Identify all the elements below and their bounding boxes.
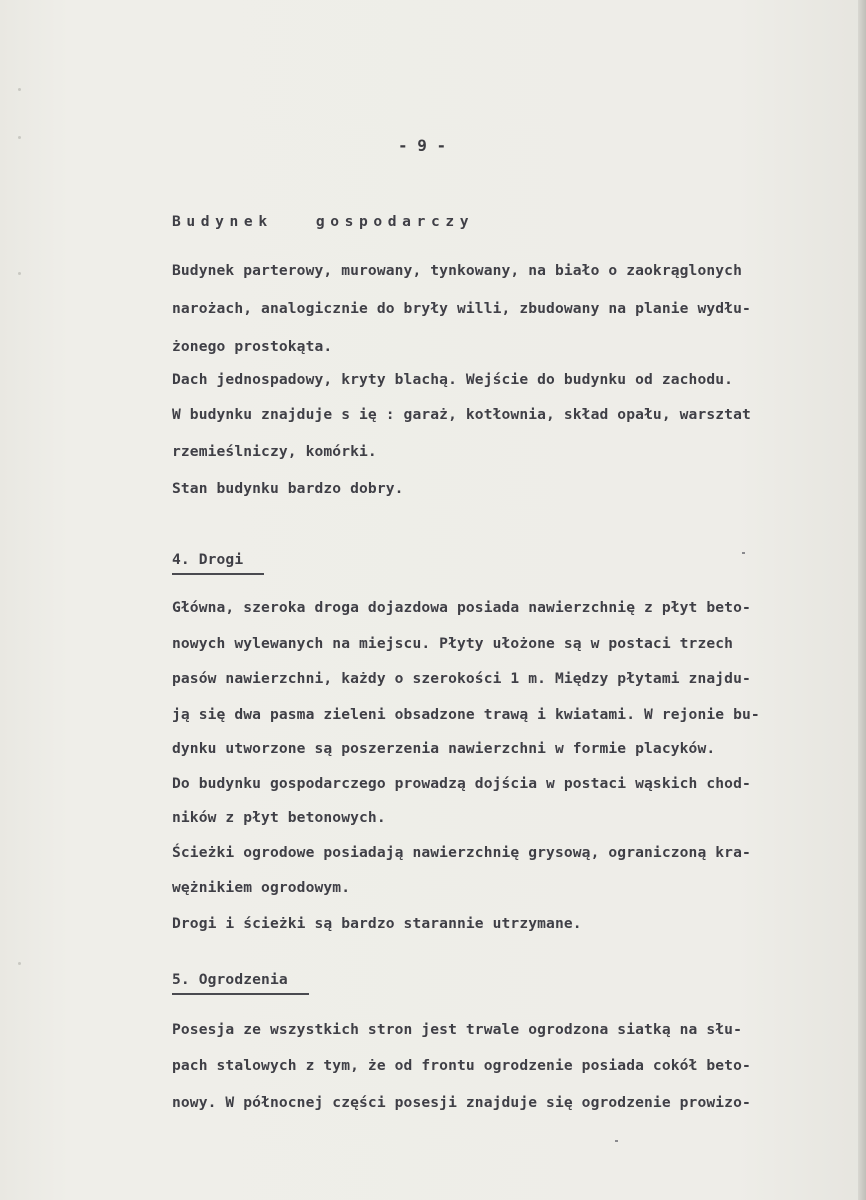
text-line: Posesja ze wszystkich stron jest trwale ogrodzona siatką na słu- [172,1021,742,1038]
text-line: Dach jednospadowy, kryty blachą. Wejście do budynku od zachodu. [172,371,734,388]
section-heading-budynek: Budynek gospodarczy [172,213,475,230]
text-line: dynku utworzone są poszerzenia nawierzchni w formie placyków. [172,740,716,757]
text-line: pach stalowych z tym, że od frontu ogrodzenie posiada cokół beto- [172,1057,751,1074]
section-heading-ogrodzenia: 5. Ogrodzenia [172,971,288,988]
heading-underline [172,573,264,575]
section-heading-drogi: 4. Drogi [172,551,244,568]
text-line: ników z płyt betonowych. [172,809,386,826]
ink-speck [615,1140,618,1142]
page-edge-shadow [858,0,866,1200]
text-line: nowych wylewanych na miejscu. Płyty ułożone są w postaci trzech [172,635,734,652]
text-line: ją się dwa pasma zieleni obsadzone trawą i kwiatami. W rejonie bu- [172,706,760,723]
text-line: W budynku znajduje s ię : garaż, kotłownia, skład opału, warsztat [172,406,751,423]
punch-mark [18,88,21,91]
punch-mark [18,962,21,965]
text-line: pasów nawierzchni, każdy o szerokości 1 m. Między płytami znajdu- [172,670,751,687]
text-line: żonego prostokąta. [172,338,333,355]
heading-underline [172,993,309,995]
text-line: nowy. W północnej części posesji znajduje się ogrodzenie prowizo- [172,1094,751,1111]
text-line: Drogi i ścieżki są bardzo starannie utrzymane. [172,915,582,932]
text-line: narożach, analogicznie do bryły willi, zbudowany na planie wydłu- [172,300,751,317]
text-line: Budynek parterowy, murowany, tynkowany, na biało o zaokrąglonych [172,262,742,279]
punch-mark [18,272,21,275]
text-line: Ścieżki ogrodowe posiadają nawierzchnię grysową, ograniczoną kra- [172,844,751,861]
text-line: rzemieślniczy, komórki. [172,443,377,460]
punch-mark [18,136,21,139]
text-line: Stan budynku bardzo dobry. [172,480,404,497]
text-line: wężnikiem ogrodowym. [172,879,351,896]
text-line: Do budynku gospodarczego prowadzą dojścia w postaci wąskich chod- [172,775,751,792]
page-number: - 9 - [398,136,447,155]
text-line: Główna, szeroka droga dojazdowa posiada nawierzchnię z płyt beto- [172,599,751,616]
ink-speck [742,552,745,554]
